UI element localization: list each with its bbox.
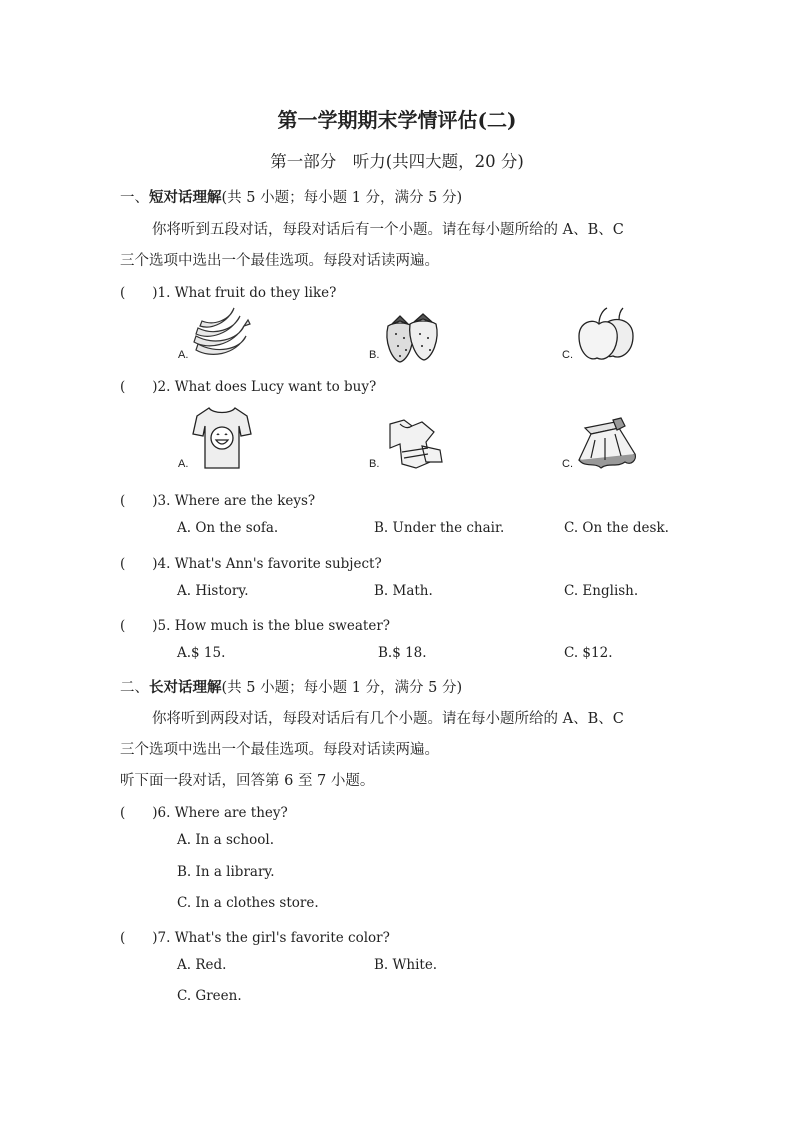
question-2 (120, 375, 376, 395)
q5-option-a[interactable]: A.$ 15. (177, 645, 226, 661)
question-3 (120, 489, 315, 509)
q4-option-b[interactable]: B. Math. (374, 583, 433, 599)
section1-number: 一、 (120, 190, 149, 206)
section2-instructions-line2: 三个选项中选出一个最佳选项。每段对话读两遍。 (120, 742, 439, 758)
banana-icon (190, 306, 252, 362)
q1-option-b-label: B. (369, 349, 380, 361)
answer-blank[interactable]: ( ) (120, 285, 158, 301)
q3-option-a[interactable]: A. On the sofa. (177, 520, 279, 536)
section2-instructions-line1: 你将听到两段对话，每段对话后有几个小题。请在每小题所给的 A、B、C (152, 711, 624, 727)
apple-icon (575, 306, 637, 364)
question-6-text: 6. Where are they? (157, 805, 288, 821)
q7-option-c[interactable]: C. Green. (177, 988, 242, 1004)
strawberry-icon (382, 312, 442, 364)
q5-option-b[interactable]: B.$ 18. (378, 645, 427, 661)
question-1 (120, 281, 336, 301)
tshirt-icon (191, 404, 253, 470)
page-title: 第一学期期末学情评估(二) (277, 108, 517, 132)
answer-blank[interactable]: ( ) (120, 493, 158, 509)
q4-option-a[interactable]: A. History. (177, 583, 249, 599)
question-2-text: 2. What does Lucy want to buy? (157, 379, 377, 395)
q3-option-b[interactable]: B. Under the chair. (374, 520, 505, 536)
section2-sub-instructions: 听下面一段对话，回答第 6 至 7 小题。 (120, 773, 375, 789)
q4-option-c[interactable]: C. English. (564, 583, 639, 599)
section2-heading (120, 676, 462, 697)
question-1-text: 1. What fruit do they like? (157, 285, 337, 301)
answer-blank[interactable]: ( ) (120, 618, 158, 634)
answer-blank[interactable]: ( ) (120, 379, 158, 395)
q2-option-a-label: A. (178, 458, 189, 470)
section2-title: 长对话理解 (149, 679, 222, 696)
sweater-icon (382, 418, 444, 470)
skirt-icon (575, 416, 639, 470)
q6-option-a[interactable]: A. In a school. (177, 832, 275, 848)
question-6 (120, 801, 288, 821)
question-7 (120, 926, 390, 946)
question-5-text: 5. How much is the blue sweater? (157, 618, 391, 634)
question-7-text: 7. What's the girl's favorite color? (157, 930, 390, 946)
answer-blank[interactable]: ( ) (120, 930, 158, 946)
q1-option-c-label: C. (562, 349, 573, 361)
q2-option-b-label: B. (369, 458, 380, 470)
q2-option-c-label: C. (562, 458, 573, 470)
question-3-text: 3. Where are the keys? (157, 493, 316, 509)
page-subtitle: 第一部分 听力(共四大题，20 分) (270, 152, 524, 171)
q7-option-a[interactable]: A. Red. (177, 957, 227, 973)
question-4-text: 4. What's Ann's favorite subject? (157, 556, 382, 572)
q3-option-c[interactable]: C. On the desk. (564, 520, 669, 536)
section1-title: 短对话理解 (149, 189, 222, 206)
answer-blank[interactable]: ( ) (120, 805, 158, 821)
answer-blank[interactable]: ( ) (120, 556, 158, 572)
section1-scoring: (共 5 小题；每小题 1 分，满分 5 分) (221, 190, 463, 206)
question-4 (120, 552, 382, 572)
q7-option-b[interactable]: B. White. (374, 957, 438, 973)
section1-instructions-line1: 你将听到五段对话，每段对话后有一个小题。请在每小题所给的 A、B、C (152, 222, 624, 238)
q6-option-c[interactable]: C. In a clothes store. (177, 895, 319, 911)
q5-option-c[interactable]: C. $12. (564, 645, 613, 661)
q6-option-b[interactable]: B. In a library. (177, 864, 275, 880)
question-5 (120, 614, 390, 634)
q1-option-a-label: A. (178, 349, 189, 361)
section2-scoring: (共 5 小题；每小题 1 分，满分 5 分) (221, 680, 463, 696)
section1-heading (120, 186, 462, 207)
section1-instructions-line2: 三个选项中选出一个最佳选项。每段对话读两遍。 (120, 253, 439, 269)
section2-number: 二、 (120, 680, 149, 696)
